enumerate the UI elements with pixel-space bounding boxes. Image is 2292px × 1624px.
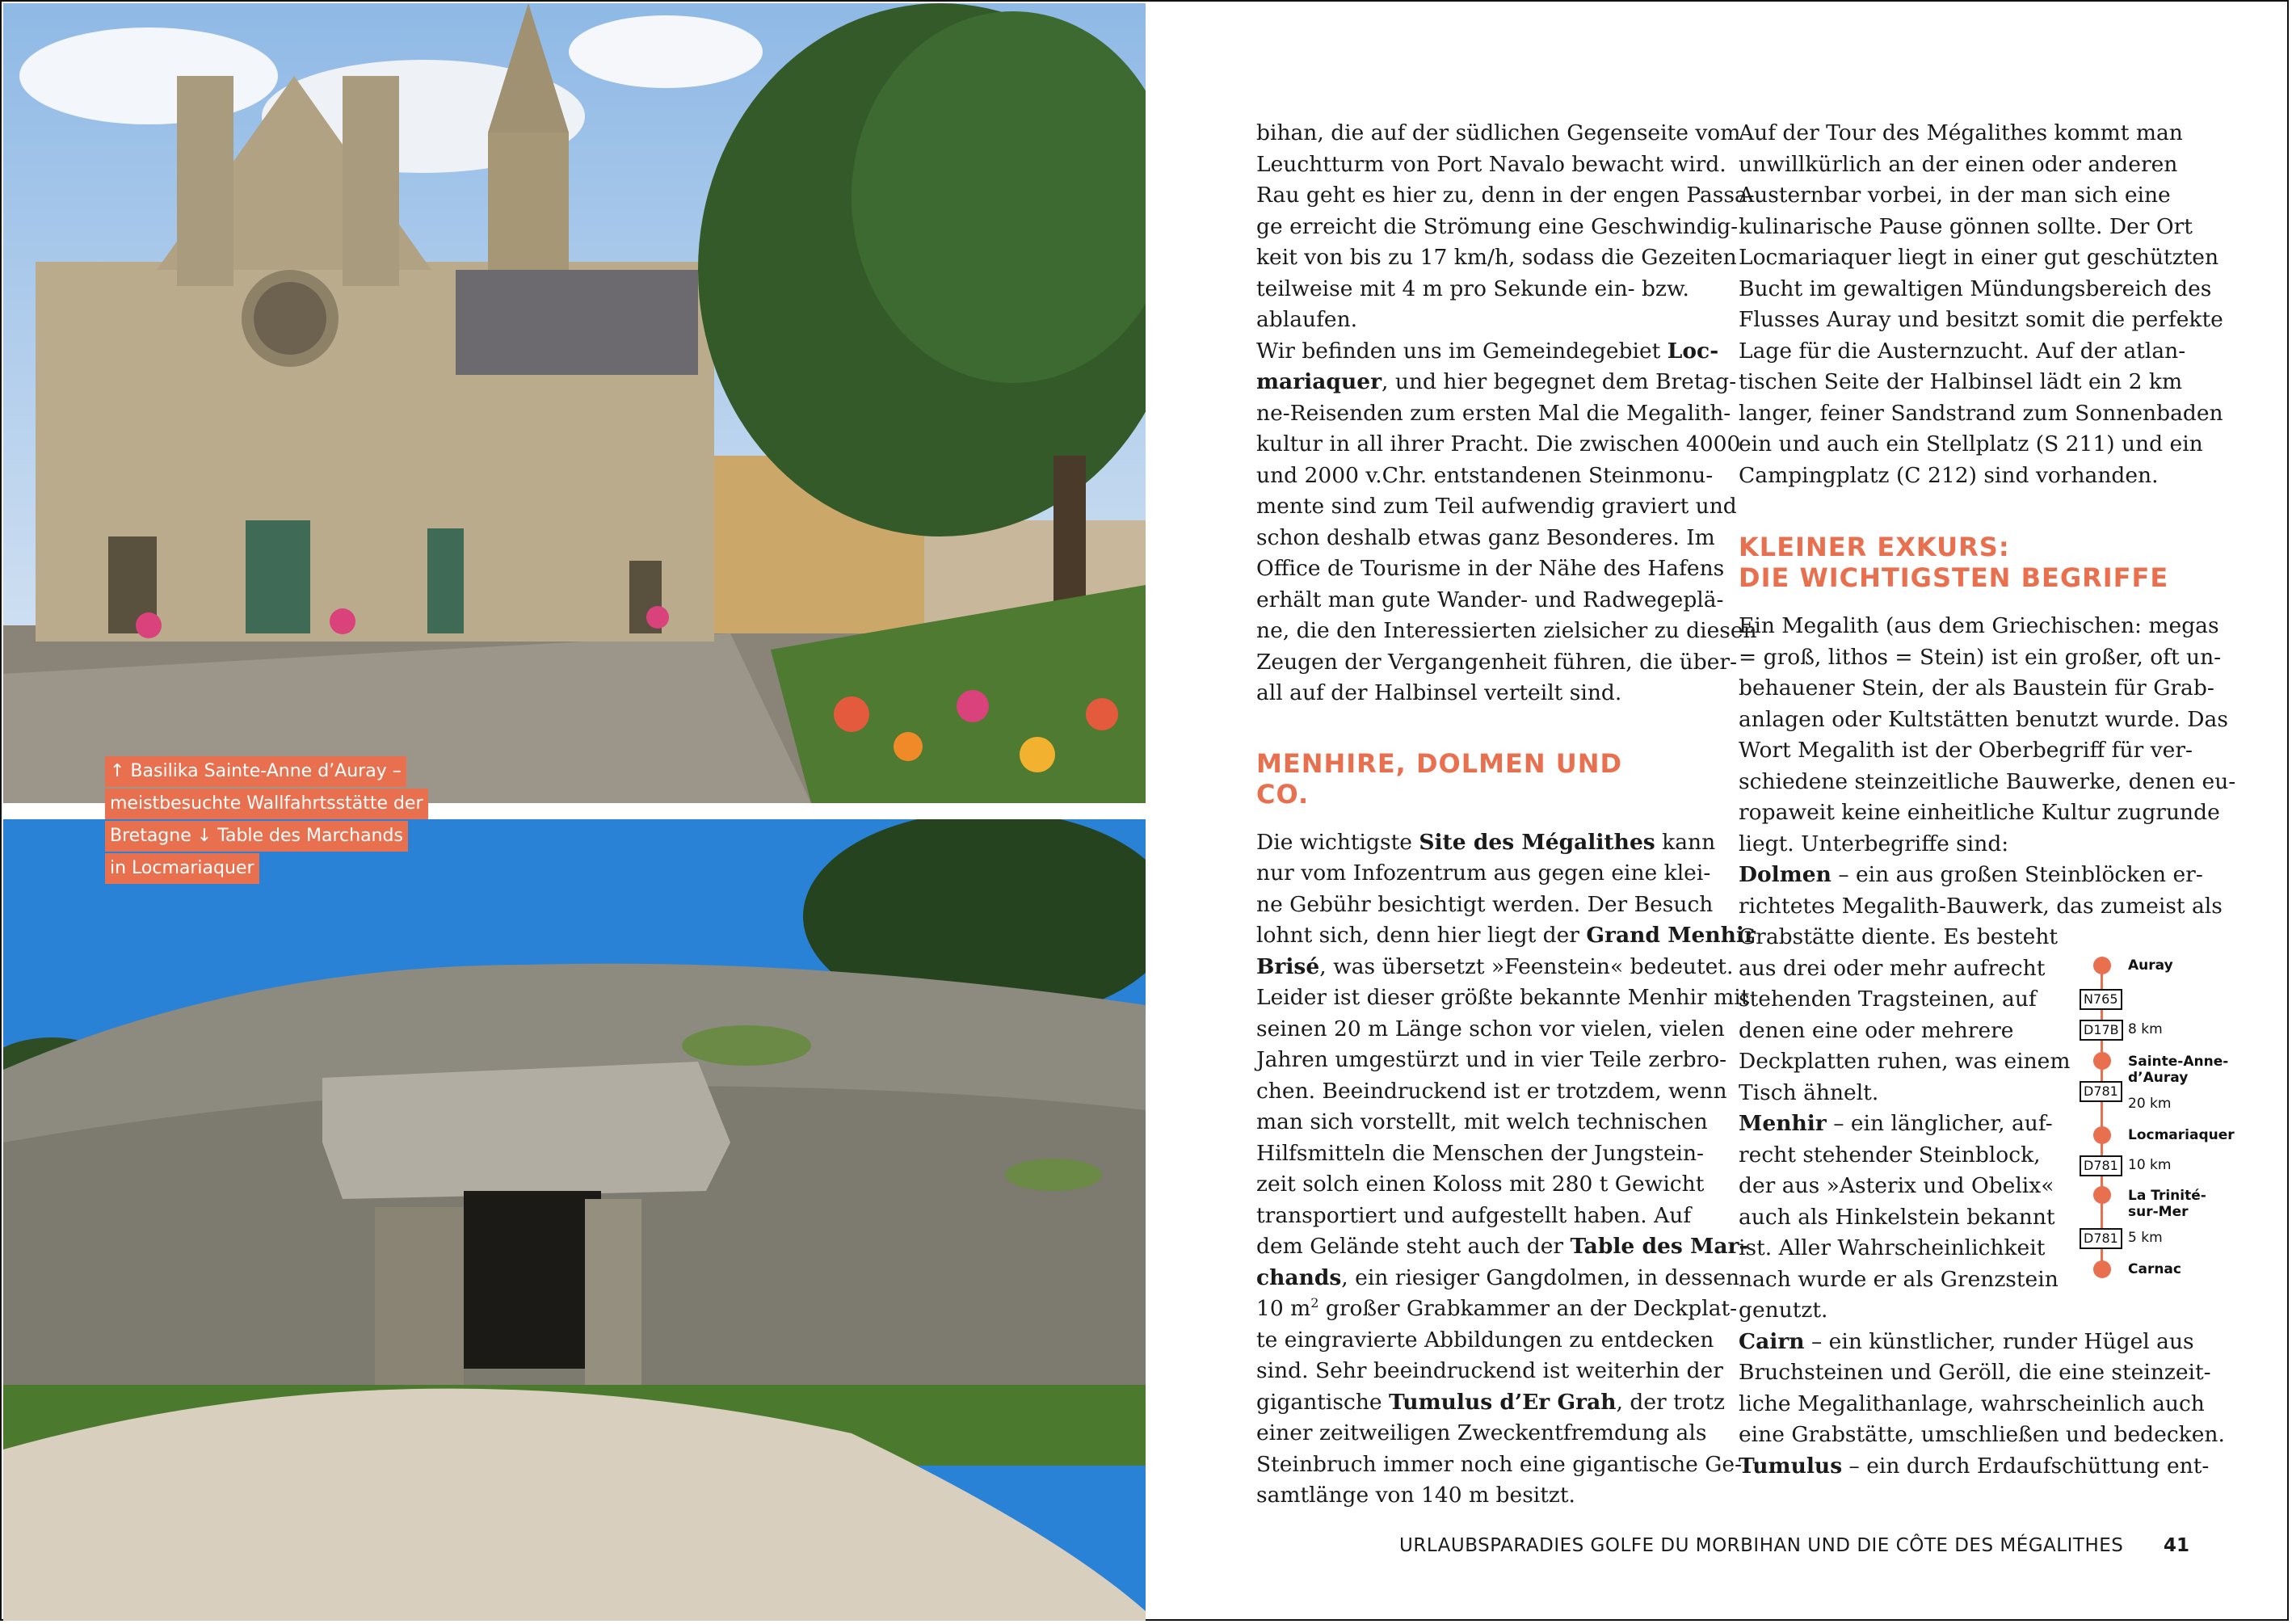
stop-label: Auray: [2128, 957, 2173, 974]
text-run: Wir befinden uns im Gemeindegebiet: [1256, 338, 1667, 364]
text-line: sind. Sehr beeindruckend ist weiterhin der: [1256, 1358, 1723, 1383]
church-photo: [3, 3, 1146, 803]
text-line: schon deshalb etwas ganz Besonderes. Im: [1256, 524, 1715, 550]
bold-term: Grand Menhir: [1586, 923, 1756, 948]
text-run: lohnt sich, denn hier liegt der: [1256, 923, 1587, 948]
stop-label: Sainte-Anne- d’Auray: [2128, 1054, 2229, 1086]
text-line: erhält man gute Wander- und Radwegeplä-: [1256, 587, 1724, 612]
text-line: mente sind zum Teil aufwendig graviert und: [1256, 494, 1737, 519]
text-line: liegt. Unterbegriffe sind:: [1739, 831, 2009, 856]
text-line: Tisch ähnelt.: [1739, 1079, 1879, 1105]
text-line: anlagen oder Kultstätten benutzt wurde. Das: [1739, 706, 2228, 732]
text-line: [1256, 367, 1737, 398]
text-line: ablaufen.: [1256, 307, 1358, 332]
text-line: [1256, 827, 1716, 859]
caption-line: ↑ Basilika Sainte-Anne d’Auray –: [105, 756, 406, 787]
text-line: [1739, 860, 2203, 891]
text-line: Office de Tourisme in der Nähe des Hafens: [1256, 556, 1725, 581]
text-line: seinen 20 m Länge schon vor vielen, vielen: [1256, 1016, 1725, 1041]
bold-term: Loc-: [1667, 338, 1719, 364]
text-line: nur vom Infozentrum aus gegen eine klei-: [1256, 860, 1711, 886]
route-diagram: [2080, 957, 2273, 1288]
text-line: langer, feiner Sandstrand zum Sonnenbaden: [1739, 400, 2223, 426]
text-line: der aus »Asterix und Obelix«: [1739, 1173, 2054, 1198]
text-line: aus drei oder mehr aufrecht: [1739, 955, 2046, 981]
text-line: keit von bis zu 17 km/h, sodass die Gezeiten: [1256, 245, 1737, 270]
text-line: schiedene steinzeitliche Bauwerke, denen eu-: [1739, 768, 2236, 794]
text-line: Zeugen der Vergangenheit führen, die über-: [1256, 649, 1738, 675]
text-line: genutzt.: [1739, 1298, 1828, 1323]
text-line: eine Grabstätte, umschließen und bedecken.: [1739, 1422, 2225, 1447]
text-run: – ein länglicher, auf-: [1826, 1111, 2053, 1136]
text-run: – ein durch Erdaufschüttung ent-: [1842, 1453, 2210, 1479]
text-line: [1256, 920, 1756, 952]
text-line: [1256, 1263, 1740, 1294]
text-line: chen. Beeindruckend ist er trotzdem, wenn: [1256, 1078, 1727, 1104]
stop-label: Locmariaquer: [2128, 1127, 2235, 1143]
text-line: samtlänge von 140 m besitzt.: [1256, 1483, 1575, 1508]
text-line: transportiert und aufgestellt haben. Auf: [1256, 1202, 1692, 1228]
stop-dot: [2093, 1186, 2111, 1204]
text-run: 10 m: [1256, 1296, 1311, 1321]
bold-term: Table des Mar-: [1570, 1234, 1748, 1259]
text-line: ne, die den Interessierten zielsicher zu diesen: [1256, 618, 1757, 643]
running-footer: URLAUBSPARADIES GOLFE DU MORBIHAN UND DIE CÔTE DES MÉGALITHES: [1399, 1535, 2124, 1556]
text-line: man sich vorstellt, mit welch technischen: [1256, 1109, 1708, 1134]
text-run: , und hier begegnet dem Bretag-: [1382, 369, 1737, 394]
text-line: ge erreicht die Strömung eine Geschwindig-: [1256, 213, 1739, 239]
distance-label: 10 km: [2128, 1157, 2172, 1173]
distance-label: 20 km: [2128, 1096, 2172, 1112]
text-line: auch als Hinkelstein bekannt: [1739, 1204, 2055, 1230]
text-line: [1739, 1327, 2194, 1358]
text-run: Die wichtigste: [1256, 829, 1419, 855]
text-line: ein und auch ein Stellplatz (S 211) und ein: [1739, 431, 2203, 456]
text-line: Steinbruch immer noch eine gigantische Ge-: [1256, 1451, 1743, 1477]
distance-label: 5 km: [2128, 1230, 2163, 1246]
text-line: Leuchtturm von Port Navalo bewacht wird.: [1256, 151, 1726, 177]
page-number: 41: [2164, 1535, 2190, 1556]
text-line: denen eine oder mehrere: [1739, 1017, 2014, 1043]
text-run: kann: [1655, 829, 1716, 855]
text-line: ne-Reisenden zum ersten Mal die Megalith-: [1256, 400, 1731, 426]
text-line: liche Megalithanlage, wahrscheinlich auch: [1739, 1390, 2205, 1416]
dolmen-photo: [3, 819, 1146, 1621]
text-line: ist. Aller Wahrscheinlichkeit: [1739, 1235, 2046, 1260]
text-line: kulinarische Pause gönnen sollte. Der Ort: [1739, 213, 2193, 239]
text-line: Grabstätte diente. Es besteht: [1739, 924, 2059, 949]
text-line: Bruchsteinen und Geröll, die eine steinzeit-: [1739, 1360, 2211, 1385]
stop-label: La Trinité- sur-Mer: [2128, 1188, 2206, 1220]
text-line: richtetes Megalith-Bauwerk, das zumeist als: [1739, 893, 2223, 919]
stop-dot: [2093, 1260, 2111, 1278]
text-line: unwillkürlich an der einen oder anderen: [1739, 151, 2178, 177]
bold-term: Site des Mégalithes: [1419, 829, 1655, 855]
text-line: zeit solch einen Koloss mit 280 t Gewicht: [1256, 1172, 1705, 1197]
text-line: kultur in all ihrer Pracht. Die zwischen 4000: [1256, 431, 1741, 456]
text-line: Bucht im gewaltigen Mündungsbereich des: [1739, 276, 2212, 301]
stop-label: Carnac: [2128, 1261, 2181, 1277]
text-line: all auf der Halbinsel verteilt sind.: [1256, 680, 1622, 705]
text-line: teilweise mit 4 m pro Sekunde ein- bzw.: [1256, 276, 1689, 301]
bold-term: Tumulus: [1739, 1453, 1843, 1479]
text-column-middle: [1256, 118, 1757, 1512]
section-heading: KLEINER EXKURS:: [1739, 532, 2010, 562]
text-line: Campingplatz (C 212) sind vorhanden.: [1739, 462, 2159, 488]
road-sign: N765: [2080, 989, 2122, 1010]
text-line: behauener Stein, der als Baustein für Grab-: [1739, 675, 2214, 701]
text-run: großer Grabkammer an der Deckplat-: [1318, 1296, 1738, 1321]
text-line: bihan, die auf der südlichen Gegenseite vom: [1256, 120, 1741, 145]
section-heading: DIE WICHTIGSTEN BEGRIFFE: [1739, 562, 2169, 593]
text-line: ropaweit keine einheitliche Kultur zugrunde: [1739, 800, 2220, 825]
text-run: – ein aus großen Steinblöcken er-: [1831, 862, 2203, 887]
text-line: Locmariaquer liegt in einer gut geschützten: [1739, 245, 2219, 270]
text-line: ne Gebühr besichtigt werden. Der Besuch: [1256, 891, 1714, 917]
bold-term: Cairn: [1739, 1328, 1805, 1354]
superscript: 2: [1310, 1295, 1319, 1311]
bold-term: chands: [1256, 1264, 1342, 1290]
text-line: Jahren umgestürzt und in vier Teile zerbro-: [1256, 1047, 1727, 1072]
text-run: dem Gelände steht auch der: [1256, 1234, 1571, 1259]
text-line: tischen Seite der Halbinsel lädt ein 2 km: [1739, 369, 2183, 394]
text-line: = groß, lithos = Stein) ist ein großer, oft un-: [1739, 644, 2222, 670]
text-line: [1256, 336, 1719, 368]
photo-caption: [105, 756, 428, 886]
text-line: Austernbar vorbei, in der man sich eine: [1739, 183, 2171, 208]
stop-dot: [2093, 1126, 2111, 1144]
bold-term: Brisé: [1256, 953, 1320, 979]
text-line: recht stehender Steinblock,: [1739, 1142, 2041, 1168]
text-line: Flusses Auray und besitzt somit die perfekte: [1739, 307, 2223, 332]
text-line: Rau geht es hier zu, denn in der engen Passa-: [1256, 183, 1755, 208]
text-line: [1256, 1231, 1748, 1263]
text-line: Deckplatten ruhen, was einem: [1739, 1049, 2071, 1074]
caption-line: meistbesuchte Wallfahrtsstätte der: [105, 789, 428, 819]
text-line: stehenden Tragsteinen, auf: [1739, 987, 2037, 1012]
bold-term: mariaquer: [1256, 369, 1382, 394]
stop-dot: [2093, 957, 2111, 974]
text-line: [1256, 1294, 1738, 1325]
text-run: gigantische: [1256, 1389, 1390, 1415]
text-line: einer zeitweiligen Zweckentfremdung als: [1256, 1420, 1707, 1445]
text-line: Hilfsmitteln die Menschen der Jungstein-: [1256, 1140, 1705, 1166]
road-sign: D781: [2080, 1081, 2122, 1102]
caption-line: in Locmariaquer: [105, 853, 259, 884]
road-sign: D781: [2080, 1155, 2122, 1176]
road-sign: D781: [2080, 1228, 2122, 1249]
bold-term: Tumulus d’Er Grah: [1389, 1389, 1617, 1415]
text-line: Ein Megalith (aus dem Griechischen: megas: [1739, 613, 2219, 638]
section-heading: MENHIRE, DOLMEN UND CO.: [1256, 747, 1623, 810]
stop-dot: [2093, 1052, 2111, 1070]
text-line: Wort Megalith ist der Oberbegriff für ver-: [1739, 738, 2193, 763]
text-run: – ein künstlicher, runder Hügel aus: [1804, 1328, 2194, 1354]
text-run: , was übersetzt »Feenstein« bedeutet.: [1319, 953, 1734, 979]
text-run: , ein riesiger Gangdolmen, in dessen: [1341, 1264, 1740, 1290]
text-line: Leider ist dieser größte bekannte Menhir mit: [1256, 985, 1750, 1010]
text-line: und 2000 v.Chr. entstandenen Steinmonu-: [1256, 462, 1714, 488]
road-sign: D17B: [2080, 1020, 2123, 1041]
bold-term: Dolmen: [1739, 862, 1831, 887]
text-line: [1256, 1387, 1725, 1419]
text-line: nach wurde er als Grenzstein: [1739, 1266, 2059, 1292]
text-line: te eingravierte Abbildungen zu entdecken: [1256, 1327, 1714, 1353]
text-line: Auf der Tour des Mégalithes kommt man: [1739, 120, 2183, 145]
text-line: [1256, 952, 1734, 983]
text-run: , der trotz: [1616, 1389, 1725, 1415]
caption-line: Bretagne ↓ Table des Marchands: [105, 821, 408, 852]
text-line: Lage für die Austernzucht. Auf der atlan-: [1739, 338, 2186, 364]
bold-term: Menhir: [1739, 1111, 1827, 1136]
text-line: [1739, 1451, 2210, 1483]
distance-label: 8 km: [2128, 1021, 2163, 1037]
